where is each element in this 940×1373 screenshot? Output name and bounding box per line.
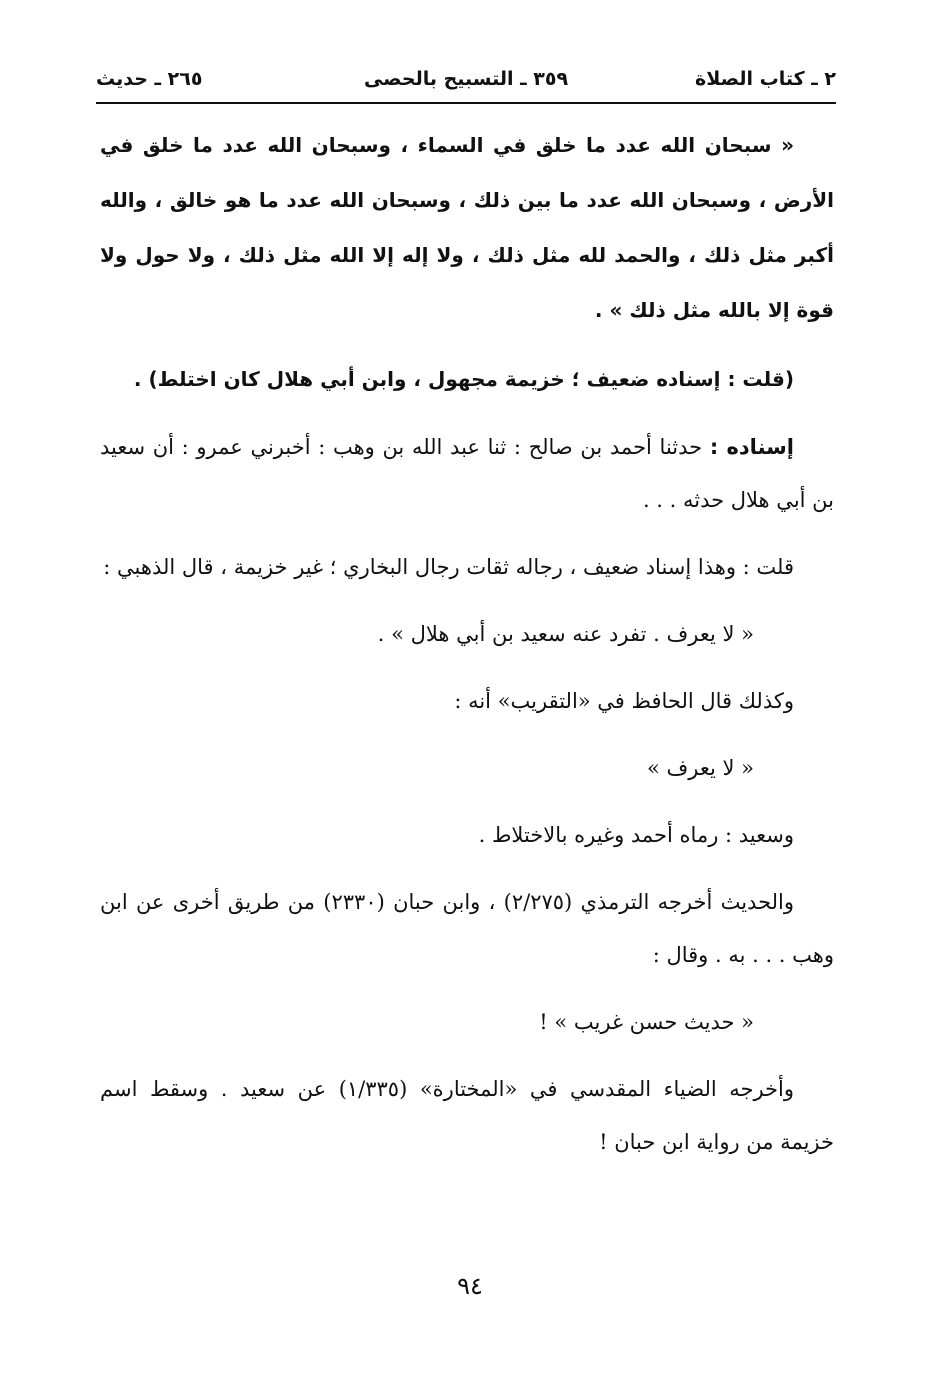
ruling-note: (قلت : إسناده ضعيف ؛ خزيمة مجهول ، وابن أبي هلال كان اختلط) . xyxy=(133,367,794,391)
commentary-paragraph-2: وكذلك قال الحافظ في «التقريب» أنه : xyxy=(454,689,794,713)
running-header xyxy=(96,62,836,104)
page-body xyxy=(100,118,834,1183)
commentary-paragraph-4: والحديث أخرجه الترمذي (٢/٢٧٥) ، وابن حبان (٢٣٣٠) من طريق أخرى عن ابن وهب . . . به . وقال : xyxy=(100,890,834,967)
page-number: ٩٤ xyxy=(457,1272,483,1300)
header-hadith-number: ٢٦٥ ـ حديث xyxy=(96,68,203,90)
isnad-paragraph xyxy=(100,421,834,527)
header-book-title: ٢ ـ كتاب الصلاة xyxy=(695,68,836,90)
commentary-paragraph-3: وسعيد : رماه أحمد وغيره بالاختلاط . xyxy=(478,823,794,847)
commentary-paragraph-1: قلت : وهذا إسناد ضعيف ، رجاله ثقات رجال البخاري ؛ غير خزيمة ، قال الذهبي : xyxy=(103,555,794,579)
quotation-3: « حديث حسن غريب » ! xyxy=(539,1010,754,1034)
header-chapter-title: ٣٥٩ ـ التسبيح بالحصى xyxy=(363,68,569,90)
quotation-2: « لا يعرف » xyxy=(646,756,754,780)
isnad-text: حدثنا أحمد بن صالح : ثنا عبد الله بن وهب : أخبرني عمرو : أن سعيد بن أبي هلال حدثه . . . xyxy=(100,435,834,512)
commentary-paragraph-5: وأخرجه الضياء المقدسي في «المختارة» (١/٣٣٥) عن سعيد . وسقط اسم خزيمة من رواية ابن حبان ! xyxy=(100,1077,834,1154)
hadith-text: « سبحان الله عدد ما خلق في السماء ، وسبحان الله عدد ما خلق في الأرض ، وسبحان الله عدد ما بين ذلك ، وسبحان الله عدد ما هو خالق ، والله أكبر مثل ذلك ، والحمد لله مثل ذلك ، ولا إله إلا الله مثل ذلك ، ولا حول ولا قوة إلا بالله مثل ذلك » . xyxy=(100,133,834,322)
isnad-label: إسناده : xyxy=(709,435,794,459)
quotation-1: « لا يعرف . تفرد عنه سعيد بن أبي هلال » . xyxy=(377,622,754,646)
